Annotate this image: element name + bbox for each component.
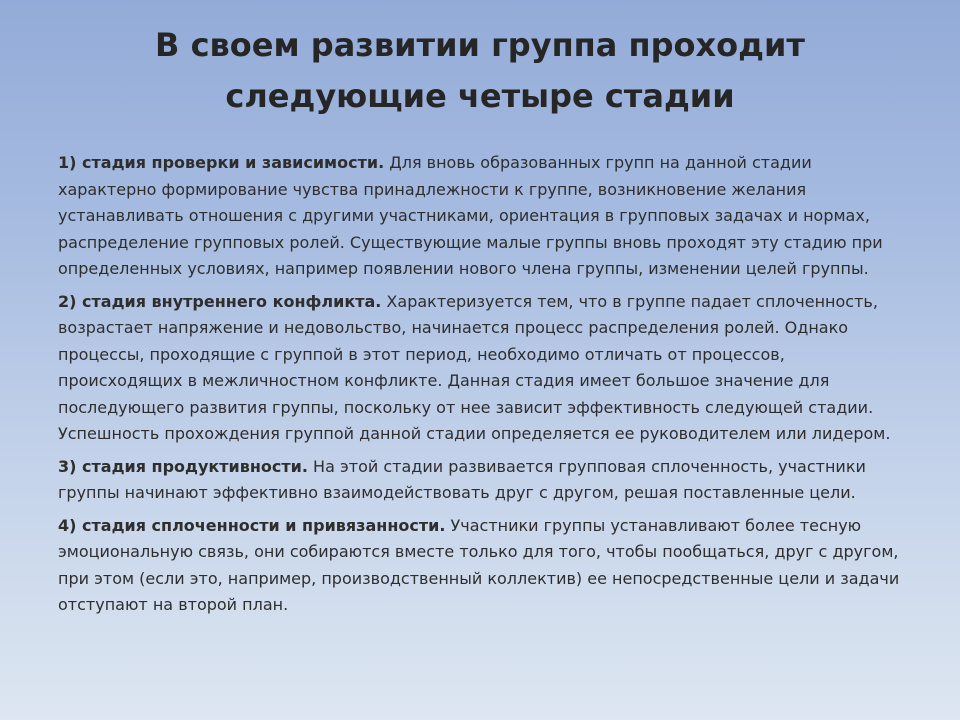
stage-description-2: Характеризуется тем, что в группе падает сплоченность, возрастает напряжение и недовольство, начинается процесс распределения ролей. Однако процессы, проходящие с группой в этот период, необходимо отличать от процессов, происходящих в межличностном конфликте. Данная стадия имеет большое значение для последующего развития группы, поскольку от нее зависит эффективность следующей стадии. Успешность прохождения группой данной стадии определяется ее руководителем или лидером. (58, 291, 891, 443)
stage-description-3: На этой стадии развивается групповая сплоченность, участники группы начинают эффективно взаимодействовать друг с другом, решая поставленные цели. (58, 456, 866, 502)
slide-content (58, 150, 908, 619)
stage-paragraph-3 (58, 454, 908, 507)
slide-title: В своем развитии группа проходит следующие четыре стадии (155, 26, 805, 115)
stage-paragraph-4 (58, 513, 908, 619)
stage-heading-2: 2) стадия внутреннего конфликта. (58, 291, 382, 311)
stage-heading-3: 3) стадия продуктивности. (58, 456, 308, 476)
stage-description-1: Для вновь образованных групп на данной стадии характерно формирование чувства принадлежности к группе, возникновение желания устанавливать отношения с другими участниками, ориентация в групповых задачах и нормах, распределение групповых ролей. Существующие малые группы вновь проходят эту стадию при определенных условиях, например появлении нового члена группы, изменении целей группы. (58, 153, 883, 278)
stage-heading-1: 1) стадия проверки и зависимости. (58, 153, 385, 172)
stage-heading-4: 4) стадия сплоченности и привязанности. (58, 515, 446, 535)
stage-description-4: Участники группы устанавливают более тесную эмоциональную связь, они собираются вместе только для того, чтобы пообщаться, друг с другом, при этом (если это, например, производственный коллектив) ее непосредственные цели и задачи отступают на второй план. (58, 515, 900, 614)
stage-paragraph-1 (58, 150, 908, 283)
stage-paragraph-2 (58, 289, 908, 448)
